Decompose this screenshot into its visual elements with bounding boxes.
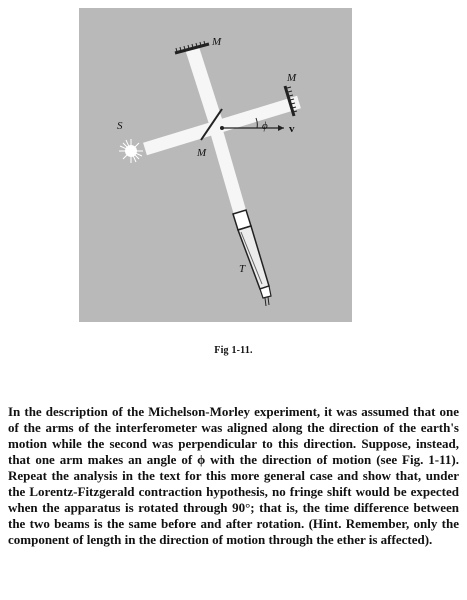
interferometer-figure (79, 8, 352, 322)
label-angle: ϕ (262, 120, 268, 132)
label-telescope: T (239, 263, 246, 275)
label-velocity: v (289, 123, 295, 135)
problem-text: In the description of the Michelson-Morley experiment, it was assumed that one of the arms of the interferometer was aligned along the direction of the earth's motion while the second was perpendicular to this direction. Suppose, instead, that one arm makes an angle of ϕ with the direction of motion (see Fig. 1-11). Repeat the analysis in the text for this more general case and show that, under the Lorentz-Fitzgerald contraction hypothesis, no fringe shift would be expected when the apparatus is rotated through 90°; that is, the time difference between the two beams is the same before and after rotation. (Hint. Remember, only the component of length in the direction of motion through the ether is affected). (8, 404, 459, 547)
label-source: S (117, 120, 123, 132)
figure-caption: Fig 1-11. (214, 345, 253, 356)
label-splitter: M (197, 147, 207, 159)
label-mirror-top: M (212, 36, 222, 48)
figure-background (79, 8, 352, 322)
pivot-dot (220, 126, 224, 130)
label-mirror-right: M (287, 72, 297, 84)
